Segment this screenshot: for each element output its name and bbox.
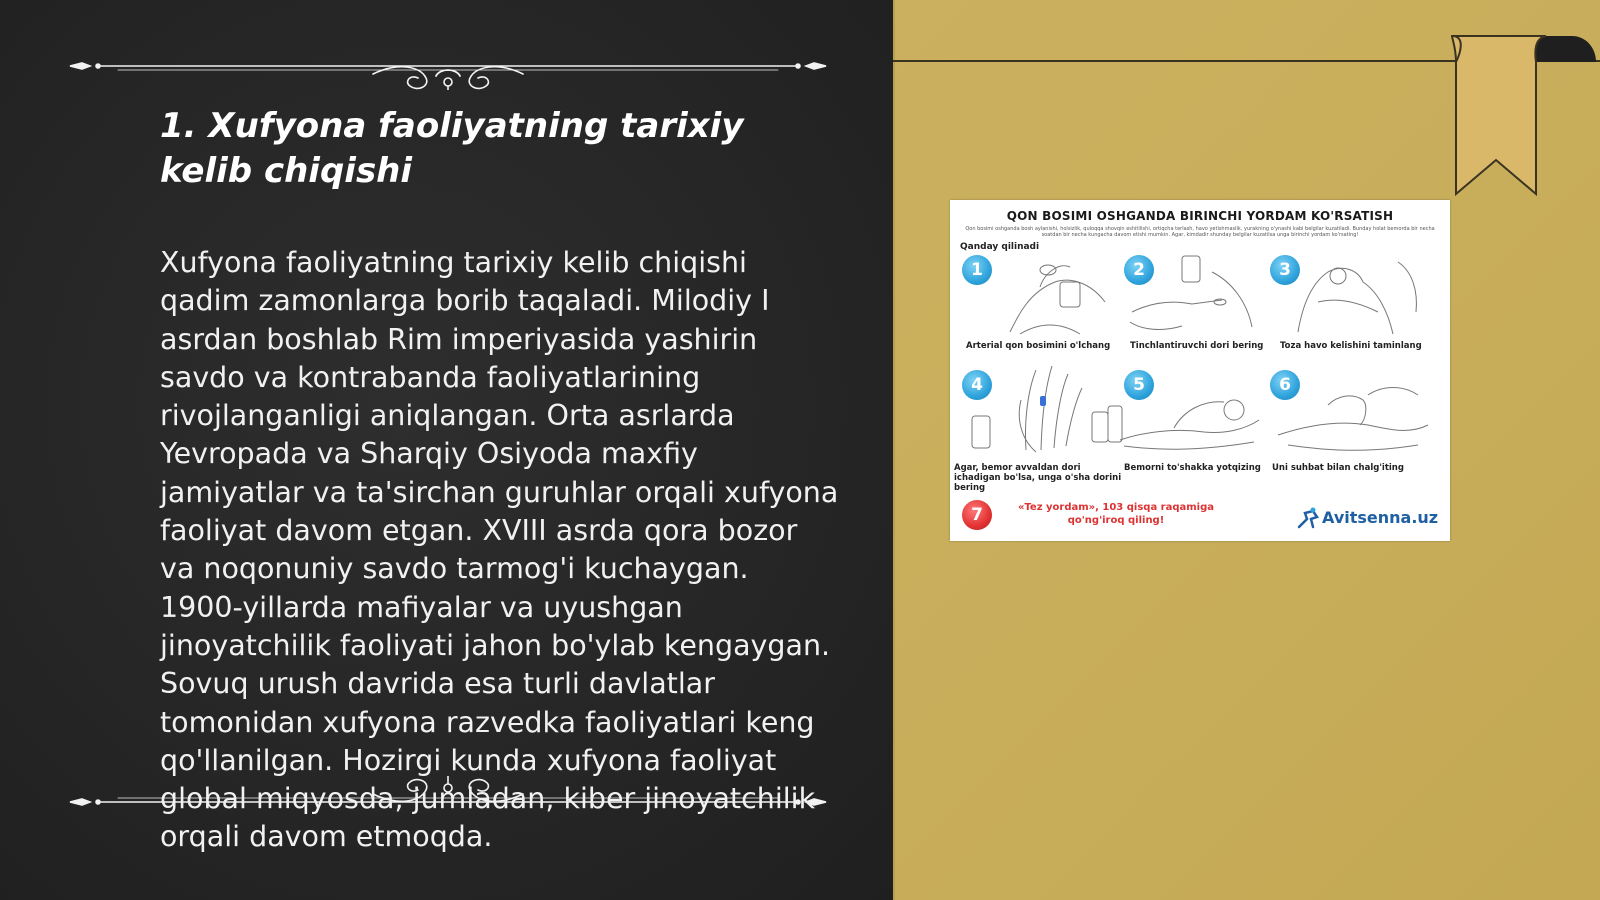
blood-pressure-sketch-icon <box>1000 252 1110 337</box>
poster-howto-label: Qanday qilinadi <box>960 242 1040 252</box>
step-6-badge: 6 <box>1270 370 1300 400</box>
step-7-text: «Tez yordam», 103 qisqa raqamiga qo'ng'iroq qiling! <box>1017 502 1215 526</box>
medicine-sketch-icon <box>1122 252 1262 337</box>
conversation-sketch-icon <box>1268 365 1438 460</box>
poster-subtitle: Qon bosimi oshganda bosh aylanishi, holsizlik, quloqqa shovqin eshitilishi, ortiqcha terlash, havo yetishmaslik, yurakning o'ynashi kabi belgilar kuzatiladi. Bunday holat bemorda bir necha soatdan bir necha kungacha davom etishi mumkin. Agar, kimdadir shunday belgilar kuzatilsa unga birinchi yordam ko'rsating! <box>965 226 1435 238</box>
step-4-badge: 4 <box>962 370 992 400</box>
step-4-caption: Agar, bemor avvaldan dori ichadigan bo'lsa, unga o'sha dorini bering <box>954 463 1122 493</box>
step-5-badge: 5 <box>1124 370 1154 400</box>
slide-title: 1. Xufyona faoliyatning tarixiy kelib chiqishi <box>160 106 744 191</box>
fresh-air-sketch-icon <box>1268 252 1438 337</box>
hand-pills-sketch-icon <box>966 360 1126 458</box>
step-7-badge: 7 <box>962 500 992 530</box>
step-2-badge: 2 <box>1124 255 1154 285</box>
poster-title: QON BOSIMI OSHGANDA BIRINCHI YORDAM KO'RSATISH <box>1006 209 1394 223</box>
step-3-caption: Toza havo kelishini taminlang <box>1280 341 1422 351</box>
panel-divider <box>893 0 895 900</box>
top-ornament-divider <box>68 40 828 90</box>
step-1-badge: 1 <box>962 255 992 285</box>
lying-patient-sketch-icon <box>1114 370 1264 460</box>
step-6-caption: Uni suhbat bilan chalg'iting <box>1272 463 1404 473</box>
first-aid-poster-image <box>950 200 1450 541</box>
avitsenna-logo-icon <box>1295 507 1321 531</box>
step-5-caption: Bemorni to'shakka yotqizing <box>1124 463 1261 473</box>
step-1-caption: Arterial qon bosimini o'lchang <box>966 341 1111 351</box>
bookmark-ribbon-icon <box>1436 34 1600 204</box>
step-3-badge: 3 <box>1270 255 1300 285</box>
step-2-caption: Tinchlantiruvchi dori bering <box>1130 341 1264 351</box>
slide-body-text: Xufyona faoliyatning tarixiy kelib chiqishi qadim zamonlarga borib taqaladi. Milodiy I asrdan boshlab Rim imperiyasida yashirin savdo va kontrabanda faoliyatlarining rivojlanganligi aniqlangan. Orta asrlarda Yevropada va Sharqiy Osiyoda maxfiy jamiyatlar va ta'sirchan guruhlar orqali xufyona faoliyat davom etgan. XVIII asrda qora bozor va noqonuniy savdo tarmog'i kuchaygan. 1900-yillarda mafiyalar va uyushgan jinoyatchilik faoliyati jahon bo'ylab kengaygan. Sovuq urush davrida esa turli davlatlar tomonidan xufyona razvedka faoliyatlari keng qo'llanilgan. Hozirgi kunda xufyona faoliyat global miqyosda, jumladan, kiber jinoyatchilik orqali davom etmoqda. <box>160 246 839 854</box>
avitsenna-brand: Avitsenna.uz <box>1322 508 1439 527</box>
